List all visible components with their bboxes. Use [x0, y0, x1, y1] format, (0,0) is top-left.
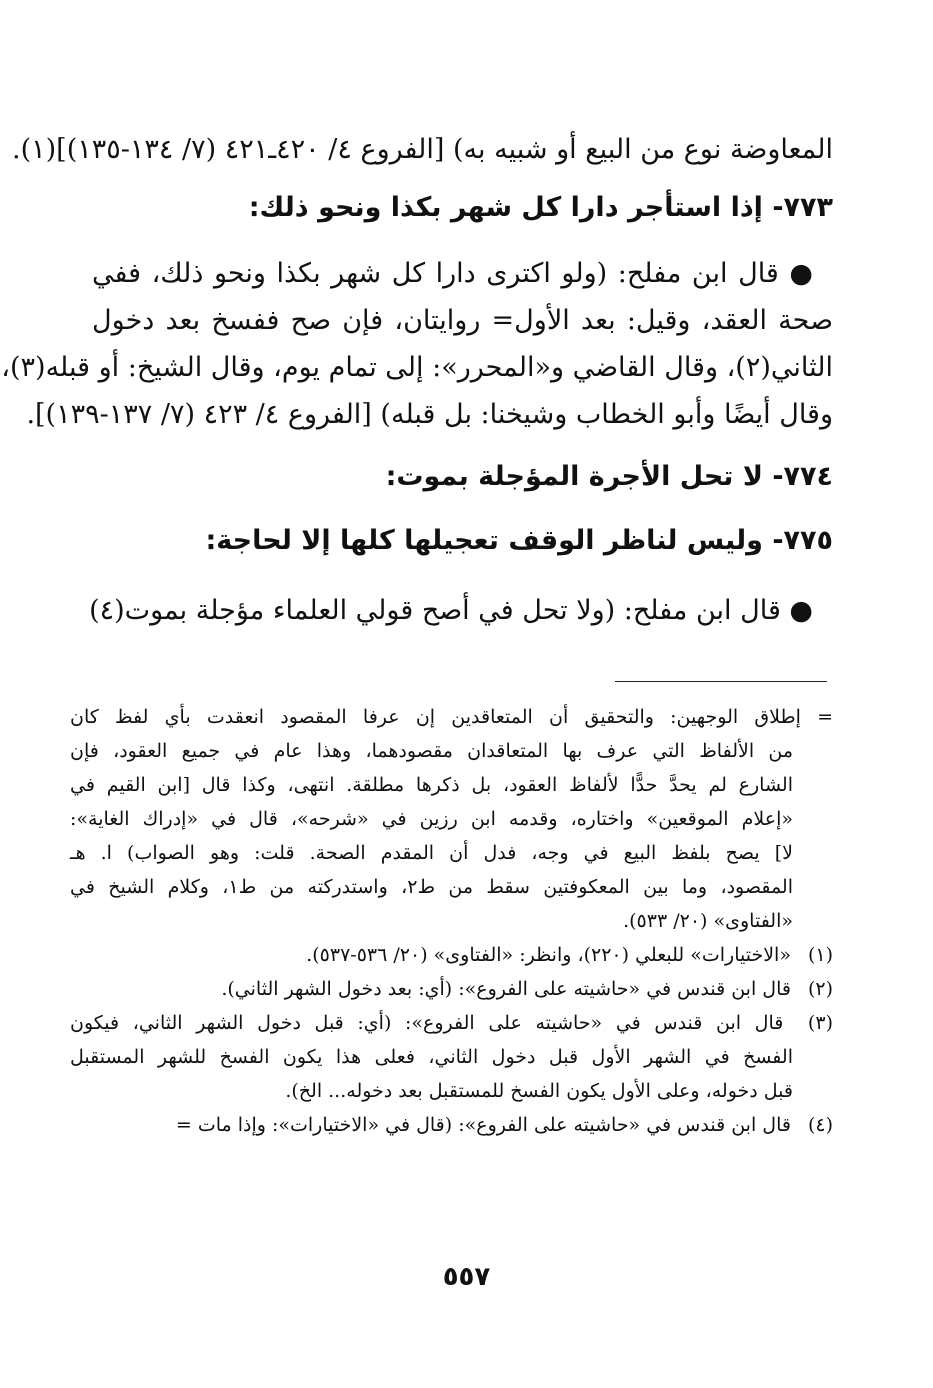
footnote-line: لا] يصح بلفظ البيع في وجه، فدل أن المقدم الصحة. قلت: وهو الصواب) ا. هـ	[70, 842, 793, 864]
text-line: المعاوضة نوع من البيع أو شبيه به) [الفروع ٤/ ٤٢٠ـ٤٢١ (٧/ ١٣٤-١٣٥)](١).	[12, 134, 833, 165]
text-line: صحة العقد، وقيل: بعد الأول= روايتان، فإن صح ففسخ بعد دخول	[92, 305, 833, 336]
footnote-text: قال ابن قندس في «حاشيته على الفروع»: (أي: قبل دخول الشهر الثاني، فيكون	[70, 1012, 784, 1034]
text-line: وقال أيضًا وأبو الخطاب وشيخنا: بل قبله) [الفروع ٤/ ٤٢٣ (٧/ ١٣٧-١٣٩)].	[26, 399, 833, 430]
footnote-line: «إعلام الموقعين» واختاره، وقدمه ابن رزين في «شرحه»، قال في «إدراك الغاية»:	[70, 808, 793, 830]
footnote-3	[70, 1006, 833, 1108]
footnote-separator	[615, 681, 827, 682]
footnote-line: الفسخ في الشهر الأول قبل دخول الثاني، فعلى هذا يكون الفسخ للشهر المستقبل	[70, 1046, 793, 1068]
page-number: ٥٥٧	[442, 1262, 491, 1292]
footnotes	[70, 700, 833, 1142]
footnote-number: (٤)	[807, 1114, 833, 1136]
section-heading-775: ٧٧٥- وليس لناظر الوقف تعجيلها كلها إلا لحاجة:	[205, 525, 833, 556]
footnote-2	[70, 972, 833, 1006]
footnote-text: قال ابن قندس في «حاشيته على الفروع»: (أي: بعد دخول الشهر الثاني).	[221, 978, 791, 1000]
footnote-line: = إطلاق الوجهين: والتحقيق أن المتعاقدين إن عرفا المقصود انعقدت بأي لفظ كان	[70, 706, 833, 728]
footnote-number: (١)	[807, 944, 833, 966]
footnote-line: المقصود، وما بين المعكوفتين سقط من ط٢، واستدركته من ط١، وكلام الشيخ في	[70, 876, 793, 898]
footnote-4	[70, 1108, 833, 1142]
footnote-number: (٢)	[807, 978, 833, 1000]
main-text	[1, 120, 833, 631]
text-line: الثاني(٢)، وقال القاضي و«المحرر»: إلى تمام يوم، وقال الشيخ: أو قبله(٣)،	[1, 352, 833, 383]
footnote-continuation	[70, 700, 833, 938]
section-heading-773: ٧٧٣- إذا استأجر دارا كل شهر بكذا ونحو ذلك:	[248, 192, 833, 223]
section-heading-774: ٧٧٤- لا تحل الأجرة المؤجلة بموت:	[385, 461, 833, 492]
footnote-text: قال ابن قندس في «حاشيته على الفروع»: (قال في «الاختيارات»: وإذا مات =	[175, 1114, 791, 1136]
paragraph-775: ● قال ابن مفلح: (ولا تحل في أصح قولي العلماء مؤجلة بموت(٤)	[89, 595, 813, 626]
footnote-line	[70, 1006, 833, 1040]
footnote-line: من الألفاظ التي عرف بها المتعاقدان مقصودهما، وهذا عام في جميع العقود، فإن	[70, 740, 793, 762]
footnote-line: قبل دخوله، وعلى الأول يكون الفسخ للمستقبل بعد دخوله... الخ).	[285, 1080, 793, 1102]
footnote-1	[70, 938, 833, 972]
footnote-number: (٣)	[807, 1012, 833, 1034]
footnote-line: الشارع لم يحدَّ حدًّا لألفاظ العقود، بل ذكرها مطلقة. انتهى، وكذا قال [ابن القيم في	[70, 774, 793, 796]
text-line: ● قال ابن مفلح: (ولو اكترى دارا كل شهر بكذا ونحو ذلك، ففي	[92, 258, 813, 289]
footnote-text: «الاختيارات» للبعلي (٢٢٠)، وانظر: «الفتاوى» (٢٠/ ٥٣٦-٥٣٧).	[306, 944, 791, 966]
paragraph-773	[1, 254, 833, 435]
footnote-line: «الفتاوى» (٢٠/ ٥٣٣).	[623, 910, 793, 932]
